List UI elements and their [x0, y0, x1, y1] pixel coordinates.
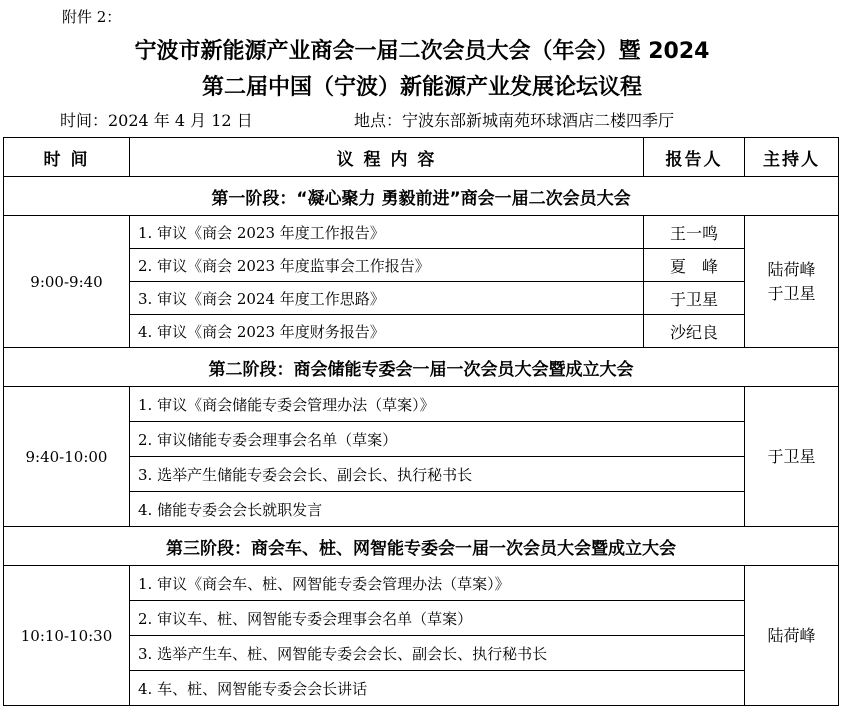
- stage1-title: 第一阶段：“凝心聚力 勇毅前进”商会一届二次会员大会: [4, 177, 839, 216]
- table-header-row: [4, 138, 839, 177]
- host-name: 陆荷峰: [767, 625, 816, 645]
- attachment-label: 附件 2：: [62, 8, 122, 26]
- stage2-item: 2. 审议储能专委会理事会名单（草案）: [130, 422, 745, 457]
- table-row: [4, 387, 839, 422]
- document-title-line2: 第二届中国（宁波）新能源产业发展论坛议程: [201, 75, 642, 100]
- document-title-line1: 宁波市新能源产业商会一届二次会员大会（年会）暨 2024: [134, 39, 710, 64]
- stage3-item: 4. 车、桩、网智能专委会会长讲话: [130, 671, 745, 706]
- meeting-time: 时间：2024 年 4 月 12 日: [60, 111, 253, 130]
- table-row: [4, 492, 839, 527]
- stage3-time: 10:10-10:30: [4, 566, 130, 706]
- stage2-item: 3. 选举产生储能专委会会长、副会长、执行秘书长: [130, 457, 745, 492]
- table-row: [4, 457, 839, 492]
- table-row: [4, 566, 839, 601]
- stage3-item: 3. 选举产生车、桩、网智能专委会会长、副会长、执行秘书长: [130, 636, 745, 671]
- host-name: 于卫星: [767, 283, 816, 303]
- stage2-hosts: [745, 387, 839, 527]
- header-host: 主持人: [745, 138, 839, 177]
- stage1-time: 9:00-9:40: [4, 216, 130, 348]
- stage1-item: 4. 审议《商会 2023 年度财务报告》: [130, 315, 644, 348]
- stage2-item: 1. 审议《商会储能专委会管理办法（草案）》: [130, 387, 745, 422]
- header-reporter: 报告人: [644, 138, 745, 177]
- stage3-title-row: [4, 527, 839, 566]
- stage1-title-row: [4, 177, 839, 216]
- stage2-time: 9:40-10:00: [4, 387, 130, 527]
- table-row: [4, 601, 839, 636]
- stage1-item: 2. 审议《商会 2023 年度监事会工作报告》: [130, 249, 644, 282]
- header-time: 时 间: [4, 138, 130, 177]
- stage1-reporter: 沙纪良: [644, 315, 745, 348]
- table-row: [4, 249, 839, 282]
- stage3-hosts: [745, 566, 839, 706]
- stage2-title-row: [4, 348, 839, 387]
- table-row: [4, 315, 839, 348]
- host-name: 于卫星: [767, 446, 816, 466]
- meeting-place: 地点：宁波东部新城南苑环球酒店二楼四季厅: [354, 111, 675, 130]
- stage1-reporter: 夏 峰: [644, 249, 745, 282]
- table-row: [4, 216, 839, 249]
- header-content: 议 程 内 容: [130, 138, 644, 177]
- stage3-title: 第三阶段：商会车、桩、网智能专委会一届一次会员大会暨成立大会: [4, 527, 839, 566]
- table-row: [4, 422, 839, 457]
- stage2-item: 4. 储能专委会会长就职发言: [130, 492, 745, 527]
- host-name: 陆荷峰: [767, 259, 816, 279]
- table-row: [4, 282, 839, 315]
- stage1-item: 3. 审议《商会 2024 年度工作思路》: [130, 282, 644, 315]
- stage1-reporter: 于卫星: [644, 282, 745, 315]
- stage3-item: 2. 审议车、桩、网智能专委会理事会名单（草案）: [130, 601, 745, 636]
- stage3-item: 1. 审议《商会车、桩、网智能专委会管理办法（草案）》: [130, 566, 745, 601]
- stage1-item: 1. 审议《商会 2023 年度工作报告》: [130, 216, 644, 249]
- table-row: [4, 636, 839, 671]
- stage1-hosts: [745, 216, 839, 348]
- table-row: [4, 671, 839, 706]
- stage1-reporter: 王一鸣: [644, 216, 745, 249]
- agenda-table: [3, 137, 839, 706]
- stage2-title: 第二阶段：商会储能专委会一届一次会员大会暨成立大会: [4, 348, 839, 387]
